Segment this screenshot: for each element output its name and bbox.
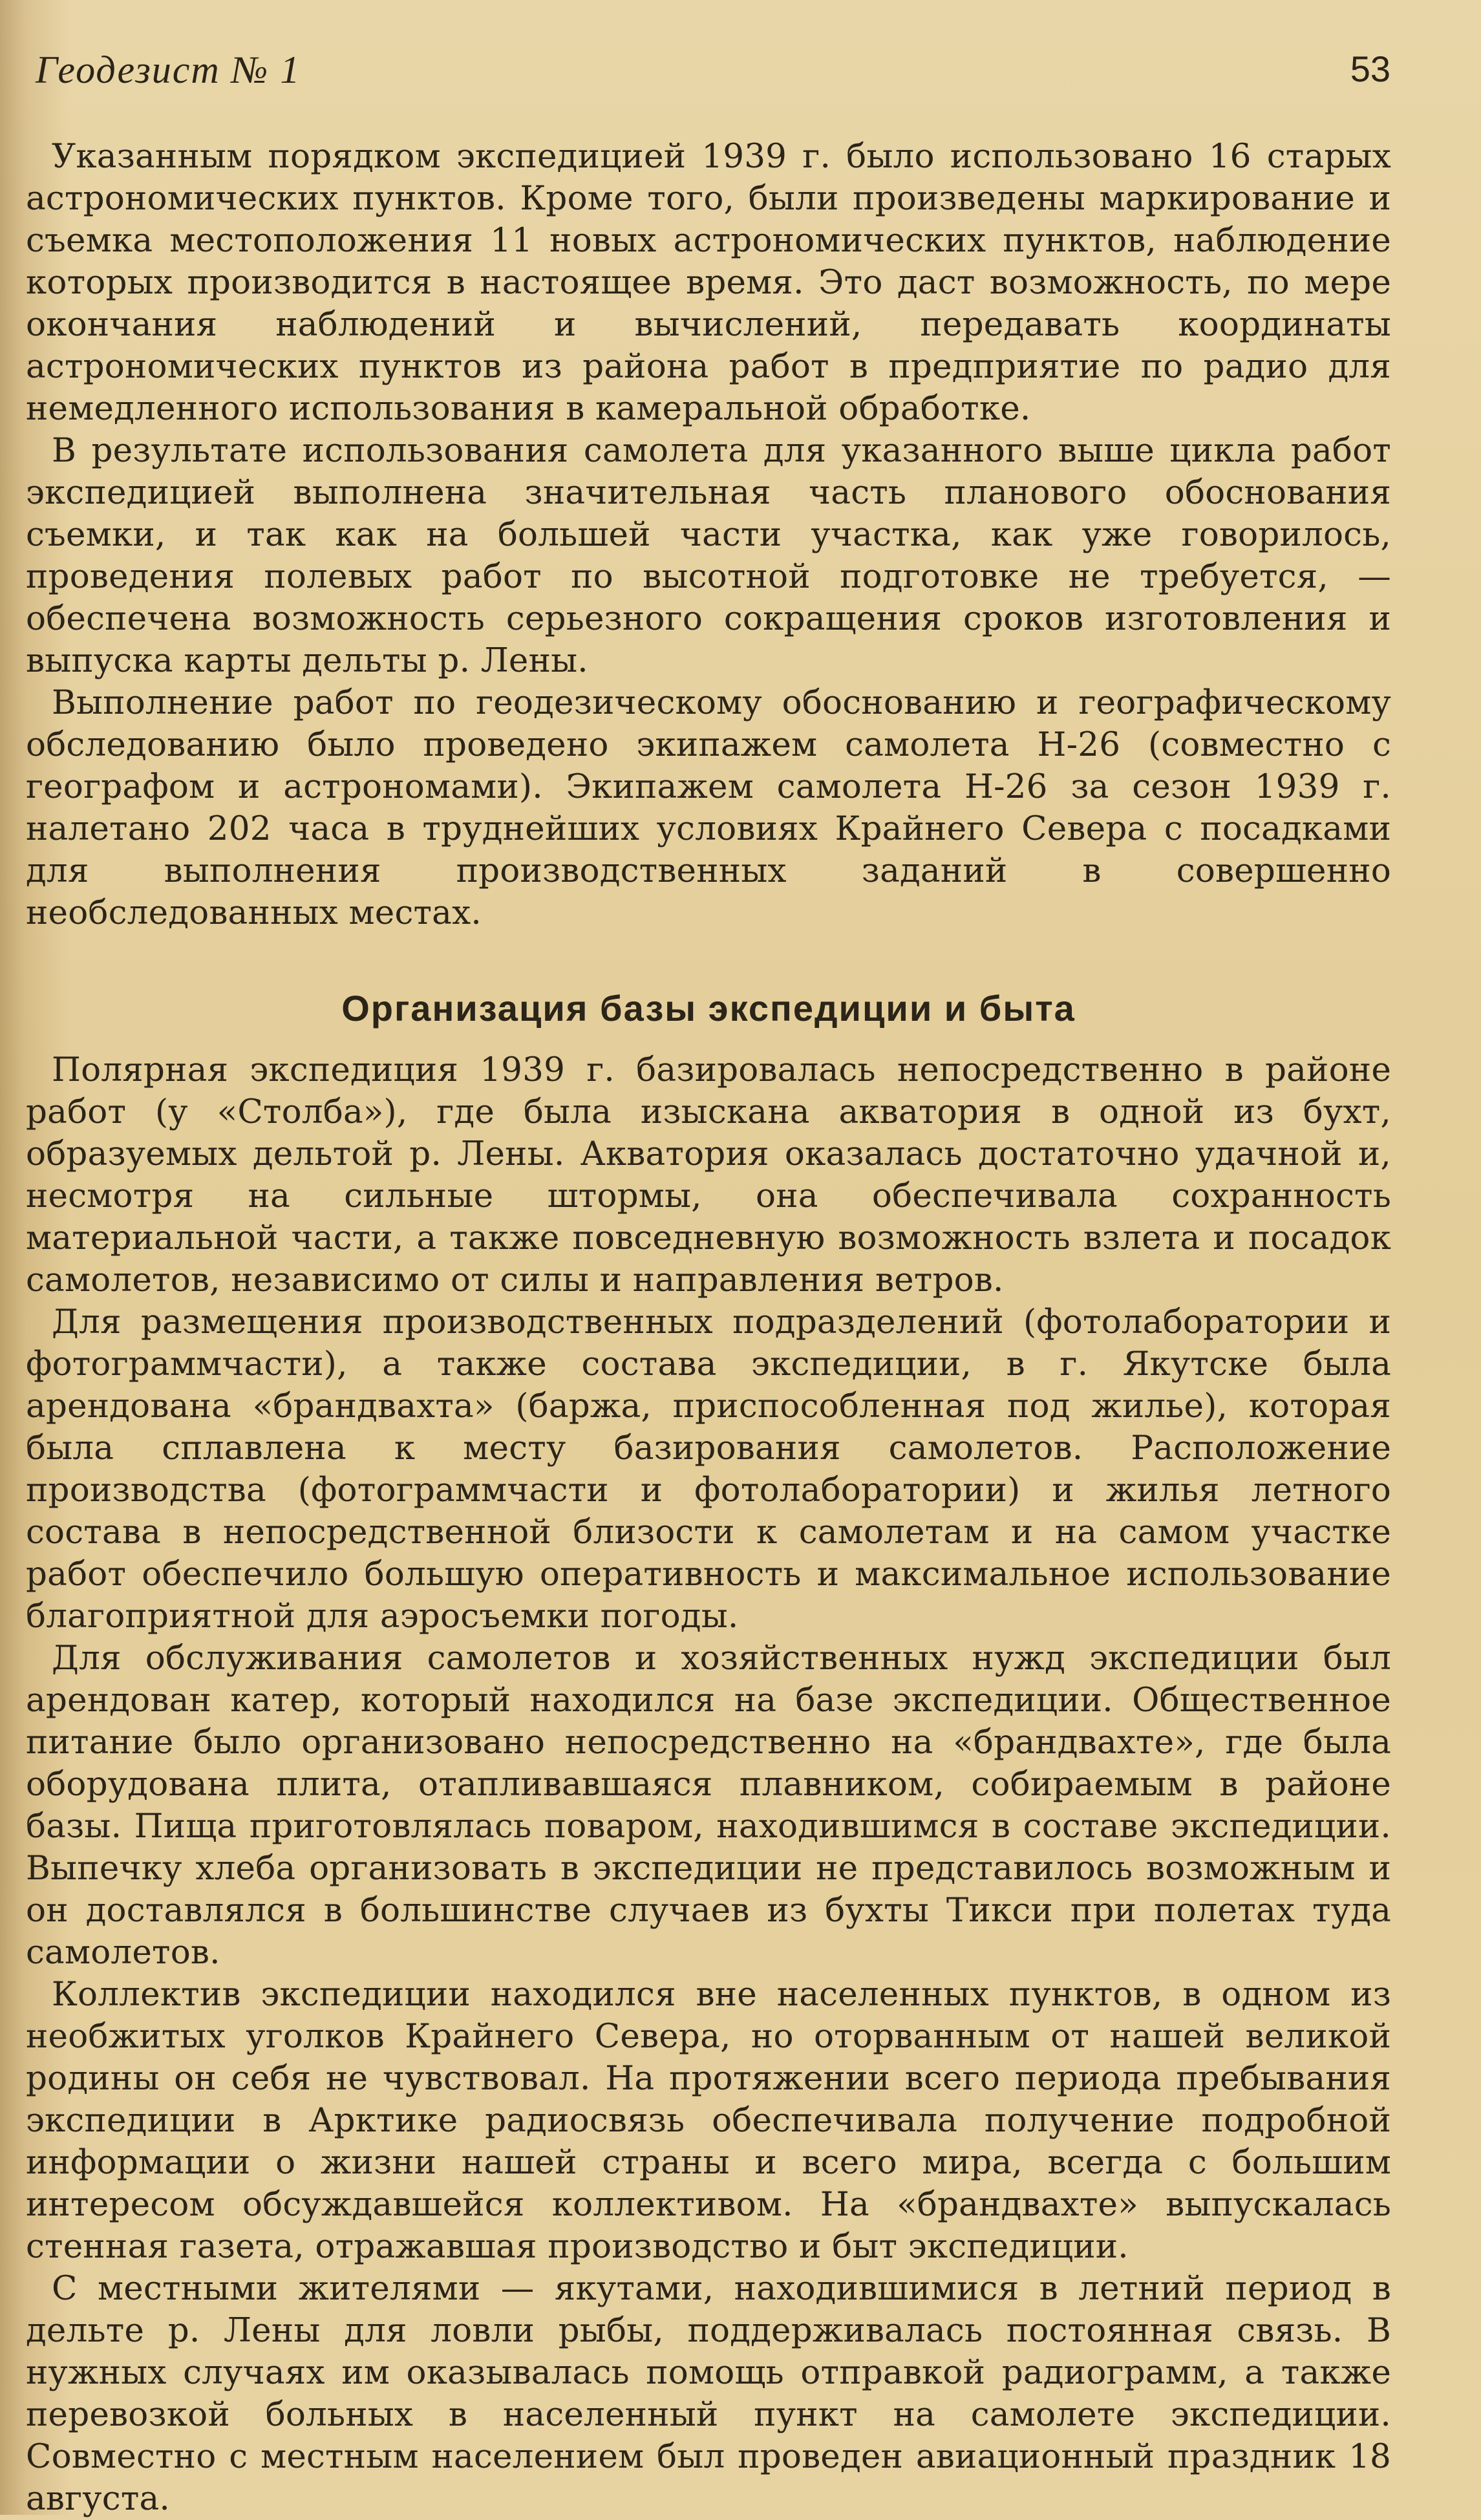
paragraph-6: Для обслуживания самолетов и хозяйственных нужд экспедиции был арендован катер, который находился на базе экспедиции. Общественное питание было организовано непосредственно на «брандвахте», где была оборудована плита, отапливавшаяся плавником, собираемым в районе базы. Пища приготовлялась поваром, находившимся в составе экспедиции. Выпечку хлеба организовать в экспедиции не представилось возможным и он доставлялся в большинстве случаев из бухты Тикси при полетах туда самолетов.	[26, 1639, 1391, 1972]
journal-title: Геодезист № 1	[36, 48, 301, 91]
paragraph-5: Для размещения производственных подразделений (фотолаборатории и фотограммчасти), а также состава экспедиции, в г. Якутске была арендована «брандвахта» (баржа, приспособленная под жилье), которая была сплавлена к месту базирования самолетов. Расположение производства (фотограммчасти и фотолаборатории) и жилья летного состава в непосредственной близости к самолетам и на самом участке работ обеспечило большую оперативность и максимальное использование благоприятной для аэросъемки погоды.	[26, 1303, 1391, 1636]
section-heading: Организация базы экспедиции и быта	[341, 988, 1076, 1029]
article-body	[26, 136, 1391, 2520]
paragraph-2: В результате использования самолета для указанного выше цикла работ экспедицией выполнена значительная часть планового обоснования съемки, и так как на большей части участка, как уже говорилось, проведения полевых работ по высотной подготовке не требуется, — обеспечена возможность серьезного сокращения сроков изготовления и выпуска карты дельты р. Лены.	[26, 431, 1391, 680]
paragraph-4: Полярная экспедиция 1939 г. базировалась непосредственно в районе работ (у «Столба»), где была изыскана акватория в одной из бухт, образуемых дельтой р. Лены. Акватория оказалась достаточно удачной и, несмотря на сильные штормы, она обеспечивала сохранность материальной части, а также повседневную возможность взлета и посадок самолетов, независимо от силы и направления ветров.	[26, 1051, 1391, 1299]
page-number: 53	[1350, 48, 1390, 89]
paragraph-1: Указанным порядком экспедицией 1939 г. было использовано 16 старых астрономических пунктов. Кроме того, были произведены маркирование и съемка местоположения 11 новых астрономических пунктов, наблюдение которых производится в настоящее время. Это даст возможность, по мере окончания наблюдений и вычислений, передавать координаты астрономических пунктов из района работ в предприятие по радио для немедленного использования в камеральной обработке.	[26, 137, 1391, 428]
paragraph-7: Коллектив экспедиции находился вне населенных пунктов, в одном из необжитых уголков Крайнего Севера, но оторванным от нашей великой родины он себя не чувствовал. На протяжении всего периода пребывания экспедиции в Арктике радиосвязь обеспечивала получение подробной информации о жизни нашей страны и всего мира, всегда с большим интересом обсуждавшейся коллективом. На «брандвахте» выпускалась стенная газета, отражавшая производство и быт экспедиции.	[26, 1975, 1391, 2266]
paragraph-8: С местными жителями — якутами, находившимися в летний период в дельте р. Лены для ловли рыбы, поддерживалась постоянная связь. В нужных случаях им оказывалась помощь отправкой радиограмм, а также перевозкой больных в населенный пункт на самолете экспедиции. Совместно с местным населением был проведен авиационный праздник 18 августа.	[26, 2269, 1391, 2518]
paragraph-3: Выполнение работ по геодезическому обоснованию и географическому обследованию было проведено экипажем самолета Н-26 (совместно с географом и астрономами). Экипажем самолета Н-26 за сезон 1939 г. налетано 202 часа в труднейших условиях Крайнего Севера с посадками для выполнения производственных заданий в совершенно необследованных местах.	[26, 683, 1391, 932]
page-header	[36, 48, 1390, 100]
